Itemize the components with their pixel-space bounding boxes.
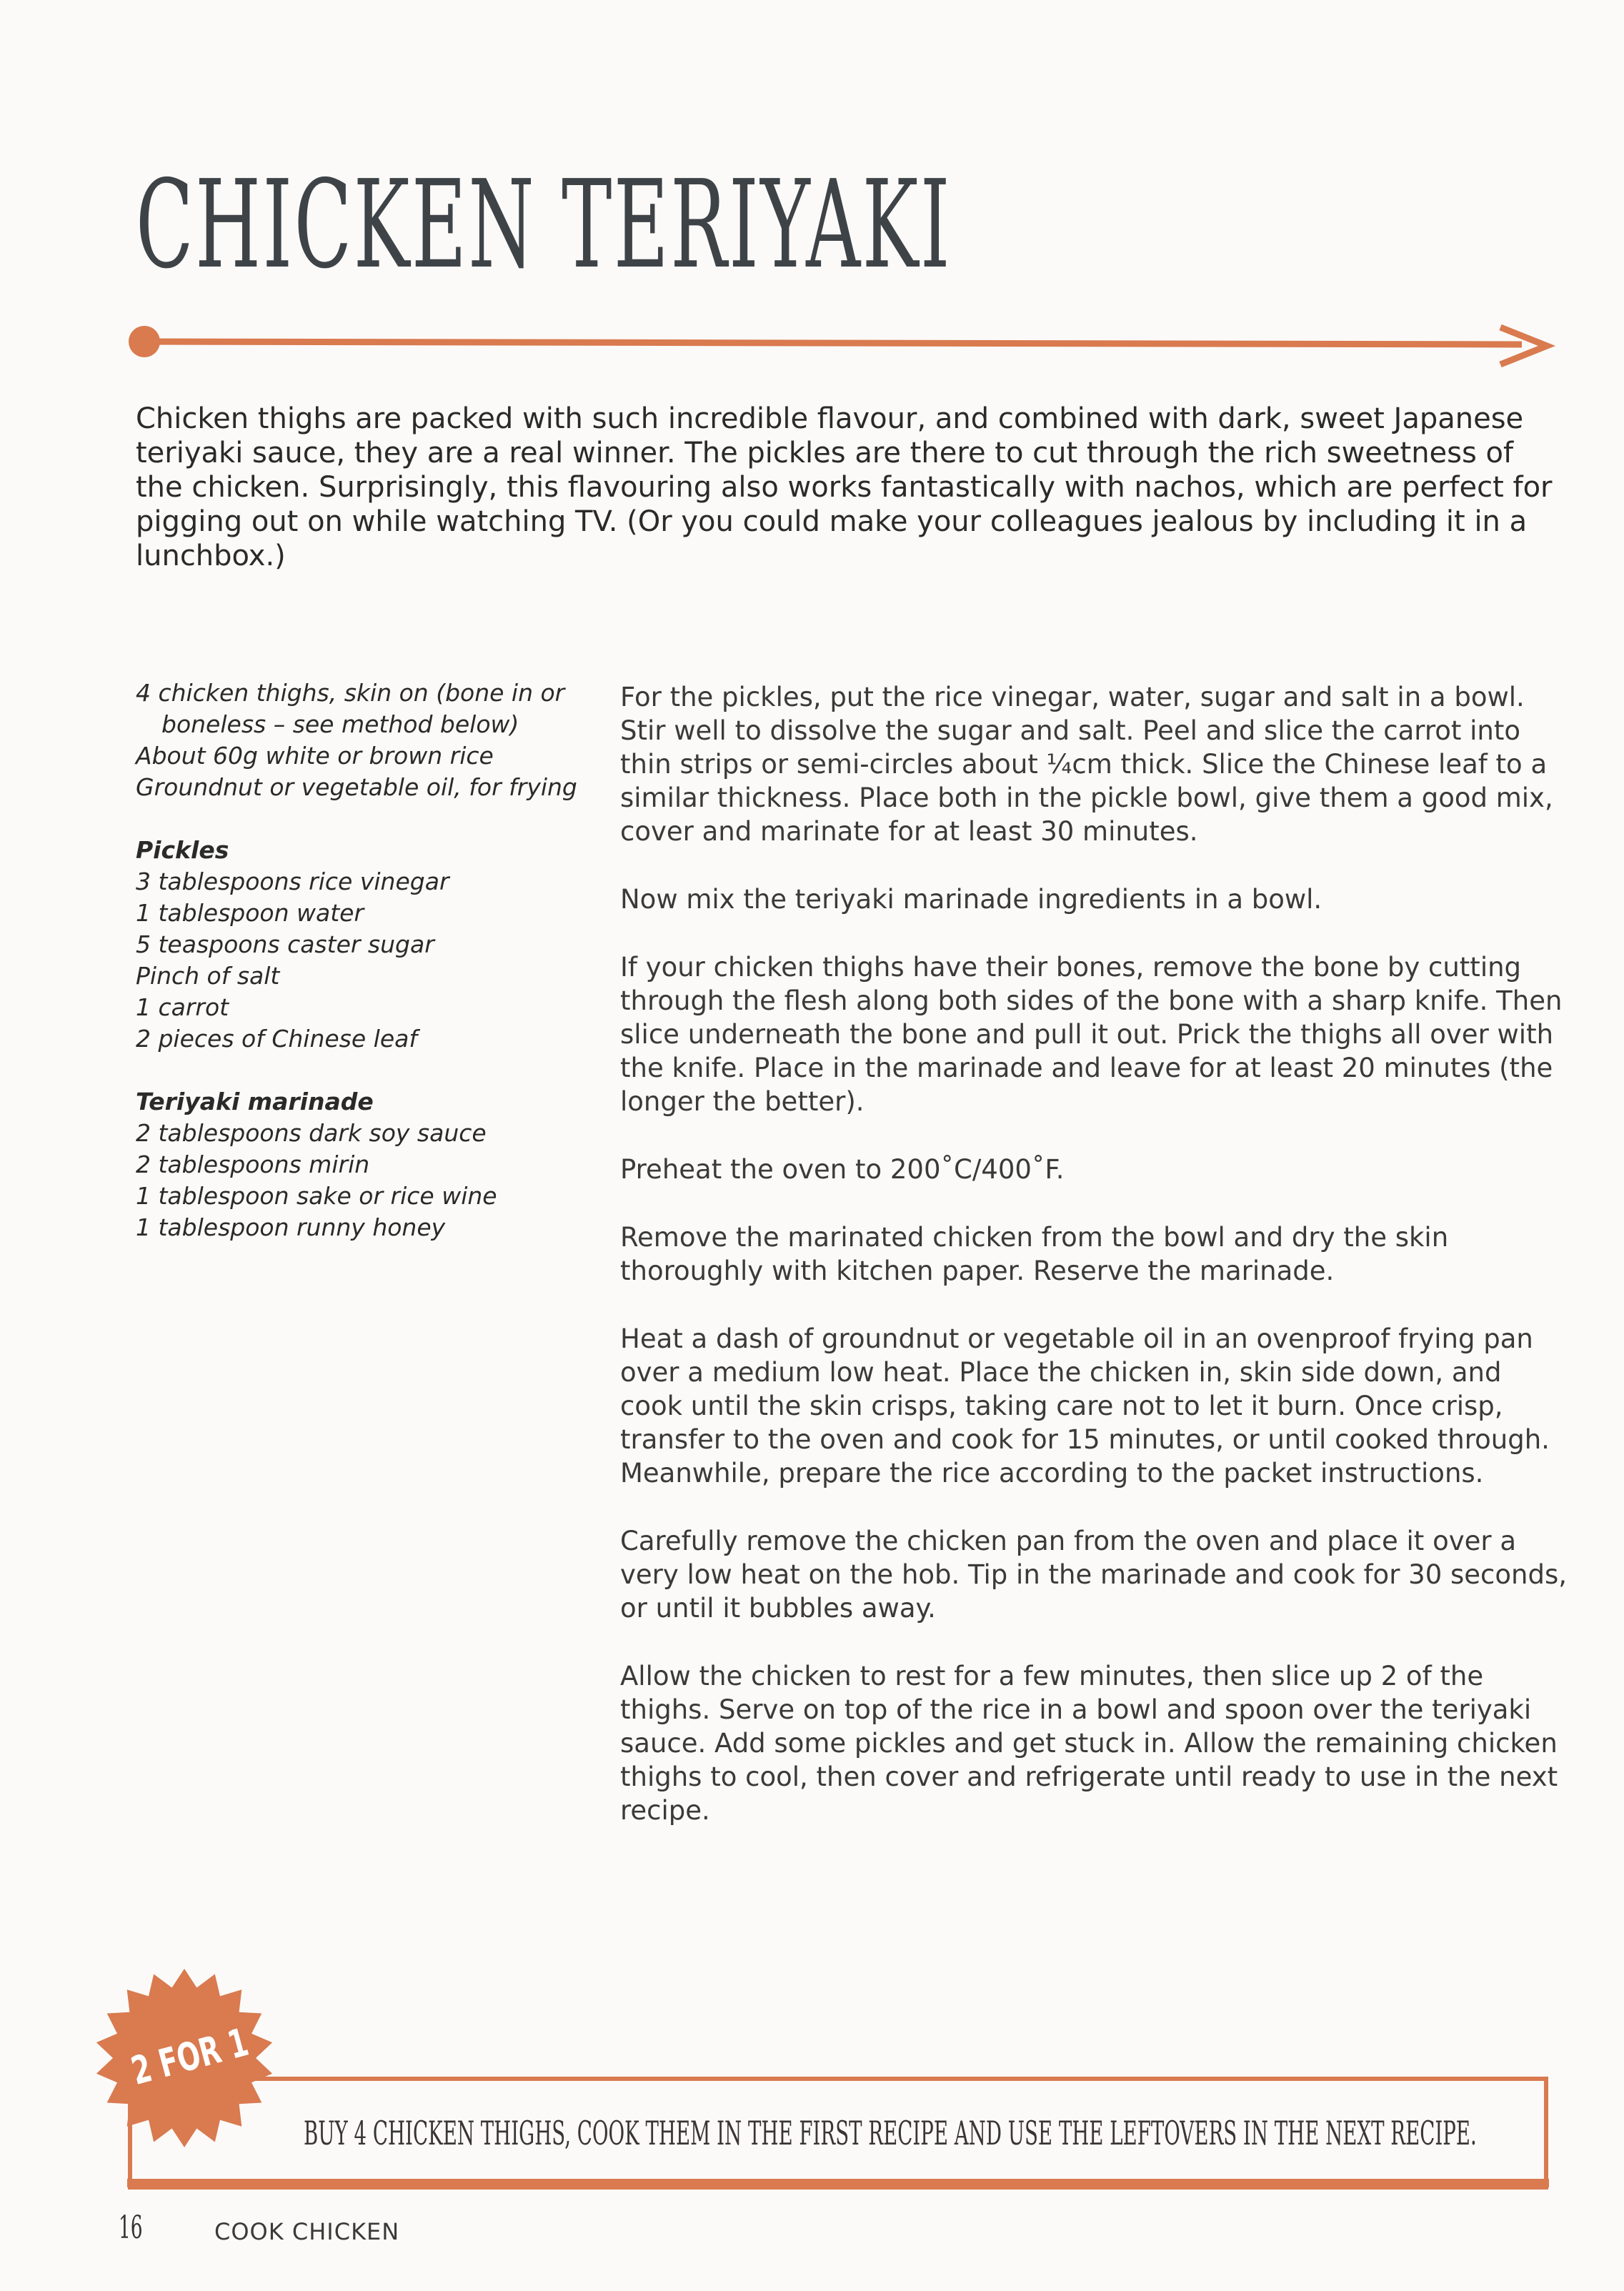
page-number: 16 [119,2210,143,2246]
ingredient-item: 1 tablespoon runny honey [136,1213,446,1241]
section-label: COOK CHICKEN [214,2218,400,2245]
ingredient-item: 1 tablespoon sake or rice wine [136,1182,497,1210]
marinade-heading: Teriyaki marinade [136,1088,374,1115]
method-step: Now mix the teriyaki marinade ingredients in a bowl. [620,884,1322,915]
intro-paragraph: Chicken thighs are packed with such incredible flavour, and combined with dark, sweet Japanese teriyaki sauce, they are a real winner. The pickles are there to cut through the rich sweetness of the chicken. Surprisingly, this flavouring also works fantastically with nachos, which are perfect for pigging out on while watching TV. (Or you could make your colleagues jealous by including it in a lunchbox.) [136,402,1553,572]
method-step: Remove the marinated chicken from the bowl and dry the skin thoroughly with kitchen paper. Reserve the marinade. [620,1222,1449,1286]
title-arrow-rule [0,0,1624,400]
ingredient-item: Groundnut or vegetable oil, for frying [136,773,577,801]
ingredient-item: 1 tablespoon water [136,899,364,927]
tip-text: BUY 4 CHICKEN THIGHS, COOK THEM IN THE FIRST RECIPE AND USE THE LEFTOVERS IN THE NEXT RECIPE. [304,2114,1477,2152]
method-step: Preheat the oven to 200˚C/400˚F. [620,1154,1065,1185]
rule-line [144,342,1522,344]
badge-label: 2 FOR 1 [126,2019,253,2094]
ingredient-item: Pinch of salt [136,962,280,990]
ingredient-item: 2 tablespoons dark soy sauce [136,1119,487,1147]
pickles-heading: Pickles [136,836,229,864]
ingredient-item: 2 pieces of Chinese leaf [136,1025,417,1053]
ingredient-item: About 60g white or brown rice [136,742,494,770]
method-steps [620,680,1570,1862]
ingredient-item: 5 teaspoons caster sugar [136,930,434,958]
page-title: CHICKEN TERIYAKI [136,154,952,296]
method-step: For the pickles, put the rice vinegar, water, sugar and salt in a bowl. Stir well to dissolve the sugar and salt. Peel and slice the carrot into thin strips or semi-circles about ¼cm thick. Slice the Chinese leaf to a similar thickness. Place both in the pickle bowl, give them a good mix, cover and marinate for at least 30 minutes. [620,682,1553,847]
ingredient-item: 3 tablespoons rice vinegar [136,868,449,895]
ingredient-item: 1 carrot [136,993,229,1021]
method-step: Heat a dash of groundnut or vegetable oil in an ovenproof frying pan over a medium low heat. Place the chicken in, skin side down, and cook until the skin crisps, taking care not to let it burn. Once crisp, transfer to the oven and cook for 15 minutes, or until cooked through. Meanwhile, prepare the rice according to the packet instructions. [620,1323,1550,1489]
method-step: Allow the chicken to rest for a few minutes, then slice up 2 of the thighs. Serve on top of the rice in a bowl and spoon over the teriyaki sauce. Add some pickles and get stuck in. Allow the remaining chicken thighs to cool, then cover and refrigerate until ready to use in the next recipe. [620,1661,1558,1826]
method-step: Carefully remove the chicken pan from the oven and place it over a very low heat on the hob. Tip in the marinade and cook for 30 seconds, or until it bubbles away. [620,1526,1568,1624]
method-step: If your chicken thighs have their bones, remove the bone by cutting through the flesh along both sides of the bone with a sharp knife. Then slice underneath the bone and pull it out. Prick the thighs all over with the knife. Place in the marinade and leave for at least 20 minutes (the longer the better). [620,952,1563,1117]
ingredients-list [136,677,579,1243]
ingredient-item: 4 chicken thighs, skin on (bone in or boneless – see method below) [136,679,565,738]
ingredient-item: 2 tablespoons mirin [136,1151,370,1178]
